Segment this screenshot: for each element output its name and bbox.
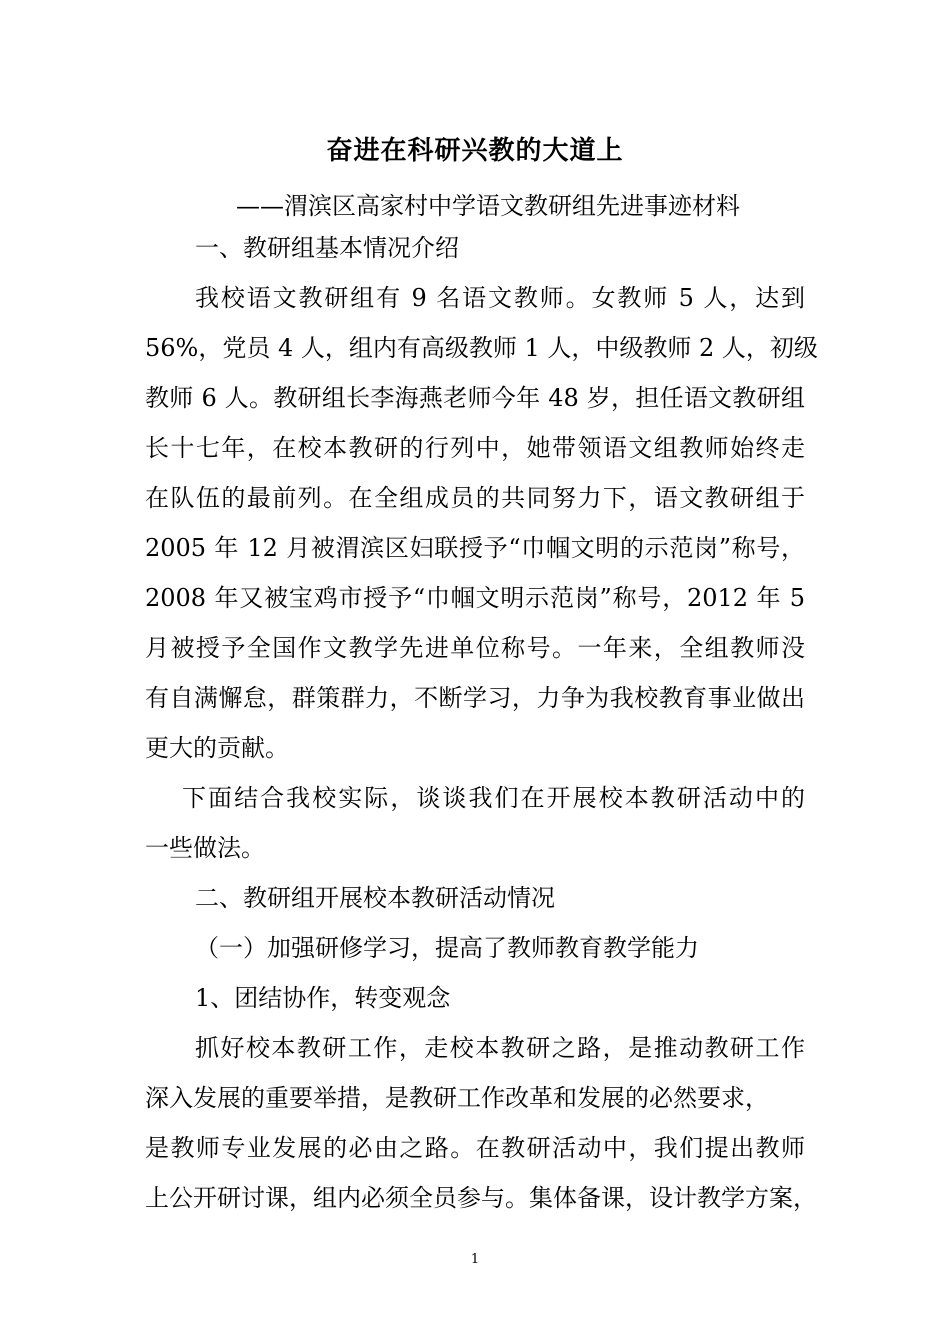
paragraph-line: 我校语文教研组有 9 名语文教师。女教师 5 人，达到 [195,284,805,312]
paragraph-line: 在队伍的最前列。在全组成员的共同努力下，语文教研组于 [145,484,805,512]
paragraph-line: 下面结合我校实际，谈谈我们在开展校本教研活动中的 [182,784,805,812]
document-title: 奋进在科研兴教的大道上 [326,136,624,166]
subsection-heading: （一）加强研修学习，提高了教师教育教学能力 [195,934,699,962]
paragraph-line: 有自满懈怠，群策群力，不断学习，力争为我校教育事业做出 [145,684,805,712]
paragraph-line: 一些做法。 [145,834,265,862]
paragraph-line: 月被授予全国作文教学先进单位称号。一年来，全组教师没 [145,634,805,662]
paragraph-line: 教师 6 人。教研组长李海燕老师今年 48 岁，担任语文教研组 [145,384,805,412]
page-number: 1 [470,1252,480,1267]
paragraph-line: 抓好校本教研工作，走校本教研之路，是推动教研工作 [195,1034,805,1062]
paragraph-line: 更大的贡献。 [145,734,289,762]
paragraph-line: 2005 年 12 月被渭滨区妇联授予“巾帼文明的示范岗”称号， [145,534,805,562]
document-subtitle: ——渭滨区高家村中学语文教研组先进事迹材料 [236,192,740,220]
paragraph-line: 深入发展的重要举措，是教研工作改革和发展的必然要求， [145,1084,769,1112]
subsection-item-heading: 1、团结协作，转变观念 [195,984,451,1012]
paragraph-line: 长十七年，在校本教研的行列中，她带领语文组教师始终走 [145,434,805,462]
paragraph-line: 56%，党员 4 人，组内有高级教师 1 人，中级教师 2 人，初级 [145,334,818,362]
section-heading-2: 二、教研组开展校本教研活动情况 [195,884,555,912]
paragraph-line: 上公开研讨课，组内必须全员参与。集体备课，设计教学方案， [145,1184,817,1212]
paragraph-line: 是教师专业发展的必由之路。在教研活动中，我们提出教师 [145,1134,805,1162]
section-heading-1: 一、教研组基本情况介绍 [195,234,459,262]
paragraph-line: 2008 年又被宝鸡市授予“巾帼文明示范岗”称号，2012 年 5 [145,584,805,612]
